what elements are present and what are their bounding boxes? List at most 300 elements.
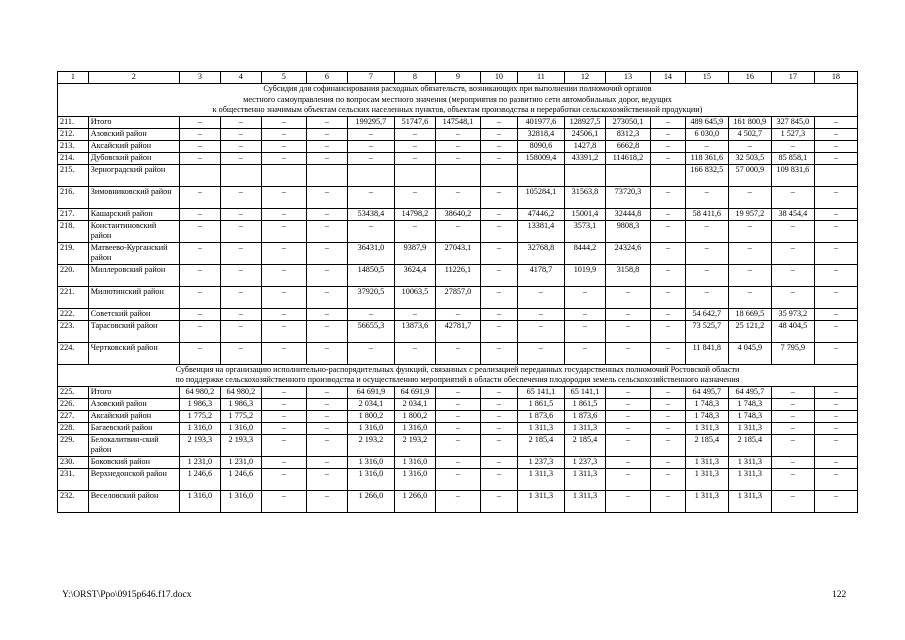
table-cell: 2 193,3: [179, 434, 220, 456]
table-cell: –: [651, 490, 686, 512]
row-number: 229.: [58, 434, 89, 456]
table-cell: 273050,1: [605, 116, 650, 128]
table-cell: –: [651, 320, 686, 342]
table-cell: –: [651, 152, 686, 164]
table-cell: –: [480, 286, 517, 308]
table-cell: 31563,8: [564, 186, 605, 208]
table-cell: [651, 164, 686, 186]
table-cell: –: [480, 308, 517, 320]
table-cell: 1 316,0: [394, 456, 435, 468]
table-cell: –: [480, 468, 517, 490]
table-cell: –: [306, 264, 347, 286]
table-cell: –: [605, 308, 650, 320]
table-cell: 85 858,1: [771, 152, 814, 164]
row-number: 218.: [58, 220, 89, 242]
table-cell: –: [480, 220, 517, 242]
table-cell: 47446,2: [517, 208, 564, 220]
table-row: [58, 286, 858, 308]
row-number: 227.: [58, 410, 89, 422]
table-cell: –: [261, 140, 306, 152]
table-cell: –: [651, 116, 686, 128]
table-cell: 14850,5: [347, 264, 394, 286]
table-cell: –: [306, 468, 347, 490]
table-cell: –: [814, 264, 857, 286]
table-cell: –: [651, 308, 686, 320]
table-cell: –: [179, 128, 220, 140]
table-cell: –: [517, 342, 564, 364]
table-cell: 3624,4: [394, 264, 435, 286]
table-cell: –: [435, 186, 480, 208]
table-cell: –: [347, 308, 394, 320]
row-name: Чертковский район: [88, 342, 179, 364]
table-cell: –: [261, 342, 306, 364]
row-number: 223.: [58, 320, 89, 342]
row-name: Дубовский район: [88, 152, 179, 164]
table-cell: –: [651, 410, 686, 422]
table-cell: 2 185,4: [564, 434, 605, 456]
row-name: Азовский район: [88, 128, 179, 140]
table-cell: 1 748,3: [685, 398, 728, 410]
table-cell: –: [651, 422, 686, 434]
table-cell: –: [564, 308, 605, 320]
table-cell: 14798,2: [394, 208, 435, 220]
row-name: Итого: [88, 386, 179, 398]
table-cell: –: [306, 490, 347, 512]
row-name: Багаевский район: [88, 422, 179, 434]
table-cell: –: [220, 320, 261, 342]
table-cell: –: [480, 264, 517, 286]
table-cell: –: [394, 186, 435, 208]
table-row: [58, 434, 858, 456]
table-cell: –: [435, 152, 480, 164]
table-cell: [394, 164, 435, 186]
table-cell: –: [814, 242, 857, 264]
table-cell: –: [771, 410, 814, 422]
table-cell: –: [394, 128, 435, 140]
table-cell: 36431,0: [347, 242, 394, 264]
table-cell: –: [651, 456, 686, 468]
table-cell: 1 311,3: [728, 422, 771, 434]
table-cell: –: [814, 456, 857, 468]
table-cell: 1 316,0: [347, 422, 394, 434]
table-cell: –: [435, 128, 480, 140]
table-cell: 53438,4: [347, 208, 394, 220]
table-cell: –: [517, 320, 564, 342]
table-cell: –: [480, 456, 517, 468]
table-cell: –: [261, 308, 306, 320]
section-title-line: местного самоуправления по вопросам местного значения (мероприятия по развитию сети автомобильных дорог, ведущих: [243, 94, 672, 104]
table-cell: –: [435, 468, 480, 490]
table-cell: 73 525,7: [685, 320, 728, 342]
table-cell: –: [480, 410, 517, 422]
table-cell: 38640,2: [435, 208, 480, 220]
table-cell: –: [480, 342, 517, 364]
table-cell: –: [480, 140, 517, 152]
table-cell: [261, 164, 306, 186]
table-cell: –: [685, 286, 728, 308]
table-row: [58, 468, 858, 490]
column-number: 15: [685, 72, 728, 84]
table-cell: –: [394, 308, 435, 320]
table-cell: –: [480, 186, 517, 208]
table-row: [58, 342, 858, 364]
row-number: 228.: [58, 422, 89, 434]
table-cell: –: [564, 342, 605, 364]
table-cell: 158009,4: [517, 152, 564, 164]
table-cell: 105284,1: [517, 186, 564, 208]
budget-table: [57, 71, 858, 513]
table-cell: –: [179, 140, 220, 152]
table-cell: 48 404,5: [771, 320, 814, 342]
column-number: 18: [814, 72, 857, 84]
table-cell: 1427,8: [564, 140, 605, 152]
table-cell: –: [605, 434, 650, 456]
row-name: Советский район: [88, 308, 179, 320]
table-cell: –: [394, 342, 435, 364]
row-number: 211.: [58, 116, 89, 128]
row-number: 231.: [58, 468, 89, 490]
table-cell: 6662,8: [605, 140, 650, 152]
table-cell: –: [261, 264, 306, 286]
table-cell: –: [179, 152, 220, 164]
table-cell: –: [179, 286, 220, 308]
table-cell: 1 311,3: [685, 422, 728, 434]
table-cell: 57 000,9: [728, 164, 771, 186]
table-cell: 2 193,3: [220, 434, 261, 456]
table-cell: 489 645,9: [685, 116, 728, 128]
table-cell: –: [480, 152, 517, 164]
table-cell: –: [306, 320, 347, 342]
table-cell: –: [480, 128, 517, 140]
row-name: Аксайский район: [88, 140, 179, 152]
table-cell: –: [517, 286, 564, 308]
table-cell: 1 800,2: [394, 410, 435, 422]
table-cell: –: [261, 468, 306, 490]
table-row: [58, 186, 858, 208]
table-cell: –: [261, 186, 306, 208]
table-cell: –: [651, 186, 686, 208]
table-cell: –: [435, 422, 480, 434]
table-cell: –: [814, 410, 857, 422]
row-name: Матвеево-Курганский район: [88, 242, 179, 264]
table-cell: –: [220, 264, 261, 286]
table-cell: 1 311,3: [564, 490, 605, 512]
table-cell: 2 034,1: [394, 398, 435, 410]
row-number: 232.: [58, 490, 89, 512]
table-cell: –: [261, 286, 306, 308]
row-number: 216.: [58, 186, 89, 208]
table-cell: –: [179, 186, 220, 208]
table-cell: 13873,6: [394, 320, 435, 342]
table-cell: –: [306, 128, 347, 140]
table-cell: 65 141,1: [517, 386, 564, 398]
table-cell: –: [685, 264, 728, 286]
table-cell: –: [728, 140, 771, 152]
table-cell: 2 034,1: [347, 398, 394, 410]
table-cell: 64 980,2: [220, 386, 261, 398]
table-row: [58, 152, 858, 164]
table-cell: –: [179, 308, 220, 320]
table-cell: 25 121,2: [728, 320, 771, 342]
table-cell: –: [651, 398, 686, 410]
table-cell: –: [814, 342, 857, 364]
table-cell: –: [564, 286, 605, 308]
table-row: [58, 308, 858, 320]
table-cell: –: [220, 342, 261, 364]
table-row: [58, 208, 858, 220]
table-cell: 1 316,0: [179, 490, 220, 512]
table-cell: 64 495,7: [685, 386, 728, 398]
table-cell: –: [651, 434, 686, 456]
table-cell: –: [306, 116, 347, 128]
table-cell: –: [347, 186, 394, 208]
table-cell: [347, 164, 394, 186]
table-cell: 9808,3: [605, 220, 650, 242]
file-path: Y:\ORST\Ppo\0915p646.f17.docx: [62, 590, 192, 600]
table-cell: 9387,9: [394, 242, 435, 264]
table-cell: 1 873,6: [517, 410, 564, 422]
table-cell: 1 873,6: [564, 410, 605, 422]
column-number: 5: [261, 72, 306, 84]
table-cell: –: [685, 220, 728, 242]
column-number: 11: [517, 72, 564, 84]
table-cell: 42781,7: [435, 320, 480, 342]
table-cell: –: [605, 490, 650, 512]
table-cell: 1 237,3: [517, 456, 564, 468]
table-cell: 1 800,2: [347, 410, 394, 422]
table-cell: 1 311,3: [517, 490, 564, 512]
column-number: 16: [728, 72, 771, 84]
table-cell: –: [347, 220, 394, 242]
table-cell: 1 748,3: [685, 410, 728, 422]
table-cell: –: [306, 398, 347, 410]
table-cell: –: [394, 152, 435, 164]
table-cell: –: [814, 116, 857, 128]
table-cell: –: [179, 264, 220, 286]
table-cell: 64 691,9: [394, 386, 435, 398]
table-cell: –: [261, 242, 306, 264]
row-number: 224.: [58, 342, 89, 364]
section-title-line: Субсидия для софинансирования расходных обязательств, возникающих при выполнении полномочий органов: [263, 84, 652, 93]
table-cell: 166 832,5: [685, 164, 728, 186]
table-cell: –: [435, 308, 480, 320]
table-cell: –: [220, 186, 261, 208]
table-cell: –: [814, 186, 857, 208]
section-title-line: по поддержке сельскохозяйственного производства и осуществлению мероприятий в области обеспечения плодородия земель сельскохозяйственного назначения: [175, 375, 740, 384]
table-cell: –: [306, 342, 347, 364]
column-number: 3: [179, 72, 220, 84]
table-cell: 54 642,7: [685, 308, 728, 320]
table-cell: 64 495,7: [728, 386, 771, 398]
table-cell: 4 502,7: [728, 128, 771, 140]
table-cell: –: [261, 434, 306, 456]
table-cell: –: [435, 456, 480, 468]
table-row: [58, 398, 858, 410]
table-cell: –: [435, 434, 480, 456]
table-cell: 114618,2: [605, 152, 650, 164]
table-cell: 1 311,3: [728, 456, 771, 468]
table-row: [58, 490, 858, 512]
table-cell: –: [220, 286, 261, 308]
table-cell: –: [480, 116, 517, 128]
table-cell: 4 045,9: [728, 342, 771, 364]
table-cell: –: [651, 208, 686, 220]
table-cell: 1 311,3: [517, 468, 564, 490]
table-cell: –: [771, 186, 814, 208]
table-cell: –: [771, 398, 814, 410]
table-cell: –: [179, 116, 220, 128]
table-cell: –: [261, 116, 306, 128]
table-cell: 128927,5: [564, 116, 605, 128]
table-cell: –: [179, 342, 220, 364]
table-cell: 1 316,0: [347, 468, 394, 490]
table-cell: –: [771, 220, 814, 242]
table-cell: 1 316,0: [394, 422, 435, 434]
table-cell: –: [261, 128, 306, 140]
table-cell: 1 266,0: [347, 490, 394, 512]
table-cell: –: [814, 320, 857, 342]
table-cell: 64 980,2: [179, 386, 220, 398]
table-cell: –: [814, 398, 857, 410]
table-row: [58, 386, 858, 398]
table-cell: –: [685, 140, 728, 152]
table-cell: –: [814, 468, 857, 490]
table-cell: –: [306, 220, 347, 242]
column-number: 9: [435, 72, 480, 84]
table-cell: 2 193,2: [394, 434, 435, 456]
table-cell: 1 986,3: [220, 398, 261, 410]
table-cell: –: [728, 286, 771, 308]
row-number: 214.: [58, 152, 89, 164]
column-number: 14: [651, 72, 686, 84]
row-number: 230.: [58, 456, 89, 468]
table-cell: 56655,3: [347, 320, 394, 342]
table-cell: –: [564, 320, 605, 342]
column-number: 12: [564, 72, 605, 84]
table-cell: –: [605, 286, 650, 308]
table-cell: 1 986,3: [179, 398, 220, 410]
table-cell: –: [651, 286, 686, 308]
row-name: Белокалитвин-ский район: [88, 434, 179, 456]
table-cell: –: [651, 128, 686, 140]
table-cell: –: [261, 398, 306, 410]
section-title: [58, 364, 858, 386]
table-cell: –: [435, 410, 480, 422]
table-cell: 8090,6: [517, 140, 564, 152]
table-row: [58, 164, 858, 186]
table-cell: 1 231,0: [220, 456, 261, 468]
table-cell: –: [651, 342, 686, 364]
table-cell: –: [220, 220, 261, 242]
table-cell: –: [651, 264, 686, 286]
table-cell: –: [728, 264, 771, 286]
row-number: 217.: [58, 208, 89, 220]
table-cell: –: [261, 208, 306, 220]
table-cell: –: [261, 490, 306, 512]
table-cell: 1 266,0: [394, 490, 435, 512]
table-cell: –: [814, 386, 857, 398]
table-cell: –: [771, 490, 814, 512]
table-cell: 27043,1: [435, 242, 480, 264]
row-name: Тарасовский район: [88, 320, 179, 342]
table-cell: –: [261, 386, 306, 398]
table-cell: 38 454,4: [771, 208, 814, 220]
table-cell: 3573,1: [564, 220, 605, 242]
column-number: 10: [480, 72, 517, 84]
section-title-row: [58, 84, 858, 117]
section-title: [58, 84, 858, 117]
table-cell: –: [306, 186, 347, 208]
table-cell: [306, 164, 347, 186]
column-number: 13: [605, 72, 650, 84]
table-cell: 24506,1: [564, 128, 605, 140]
table-cell: 18 669,5: [728, 308, 771, 320]
column-number: 1: [58, 72, 89, 84]
table-cell: –: [220, 140, 261, 152]
row-name: Азовский район: [88, 398, 179, 410]
table-cell: –: [814, 128, 857, 140]
table-row: [58, 264, 858, 286]
table-cell: –: [179, 208, 220, 220]
table-cell: –: [179, 320, 220, 342]
table-cell: [564, 164, 605, 186]
table-cell: –: [605, 320, 650, 342]
table-cell: 65 141,1: [564, 386, 605, 398]
table-cell: 10063,5: [394, 286, 435, 308]
table-cell: 32 503,5: [728, 152, 771, 164]
table-cell: 1 311,3: [685, 456, 728, 468]
table-cell: –: [685, 242, 728, 264]
table-cell: –: [651, 220, 686, 242]
column-number: 7: [347, 72, 394, 84]
table-cell: 161 800,9: [728, 116, 771, 128]
table-cell: –: [435, 490, 480, 512]
table-cell: –: [261, 422, 306, 434]
table-cell: –: [306, 152, 347, 164]
table-cell: –: [605, 410, 650, 422]
table-cell: 1 861,5: [564, 398, 605, 410]
table-cell: 51747,6: [394, 116, 435, 128]
table-cell: 1 311,3: [517, 422, 564, 434]
table-cell: 19 957,2: [728, 208, 771, 220]
table-cell: –: [480, 490, 517, 512]
table-cell: 401977,6: [517, 116, 564, 128]
section-title-line: Субвенция на организацию исполнительно-распорядительных функций, связанных с реализацией переданных государственных полномочий Ростовской области: [175, 364, 740, 374]
column-number: 6: [306, 72, 347, 84]
table-cell: 2 185,4: [728, 434, 771, 456]
table-cell: –: [306, 456, 347, 468]
table-cell: 1 311,3: [685, 490, 728, 512]
table-cell: 7 795,9: [771, 342, 814, 364]
table-cell: –: [651, 242, 686, 264]
table-row: [58, 320, 858, 342]
table-cell: –: [728, 242, 771, 264]
table-row: [58, 220, 858, 242]
table-cell: 1 748,3: [728, 410, 771, 422]
table-cell: 1 775,2: [220, 410, 261, 422]
column-number: 8: [394, 72, 435, 84]
column-number: 4: [220, 72, 261, 84]
table-cell: –: [435, 398, 480, 410]
table-cell: –: [435, 220, 480, 242]
table-cell: –: [605, 468, 650, 490]
table-cell: –: [220, 242, 261, 264]
table-cell: 1 316,0: [220, 422, 261, 434]
row-name: Веселовский район: [88, 490, 179, 512]
table-cell: –: [179, 242, 220, 264]
table-cell: –: [605, 422, 650, 434]
table-cell: –: [306, 242, 347, 264]
